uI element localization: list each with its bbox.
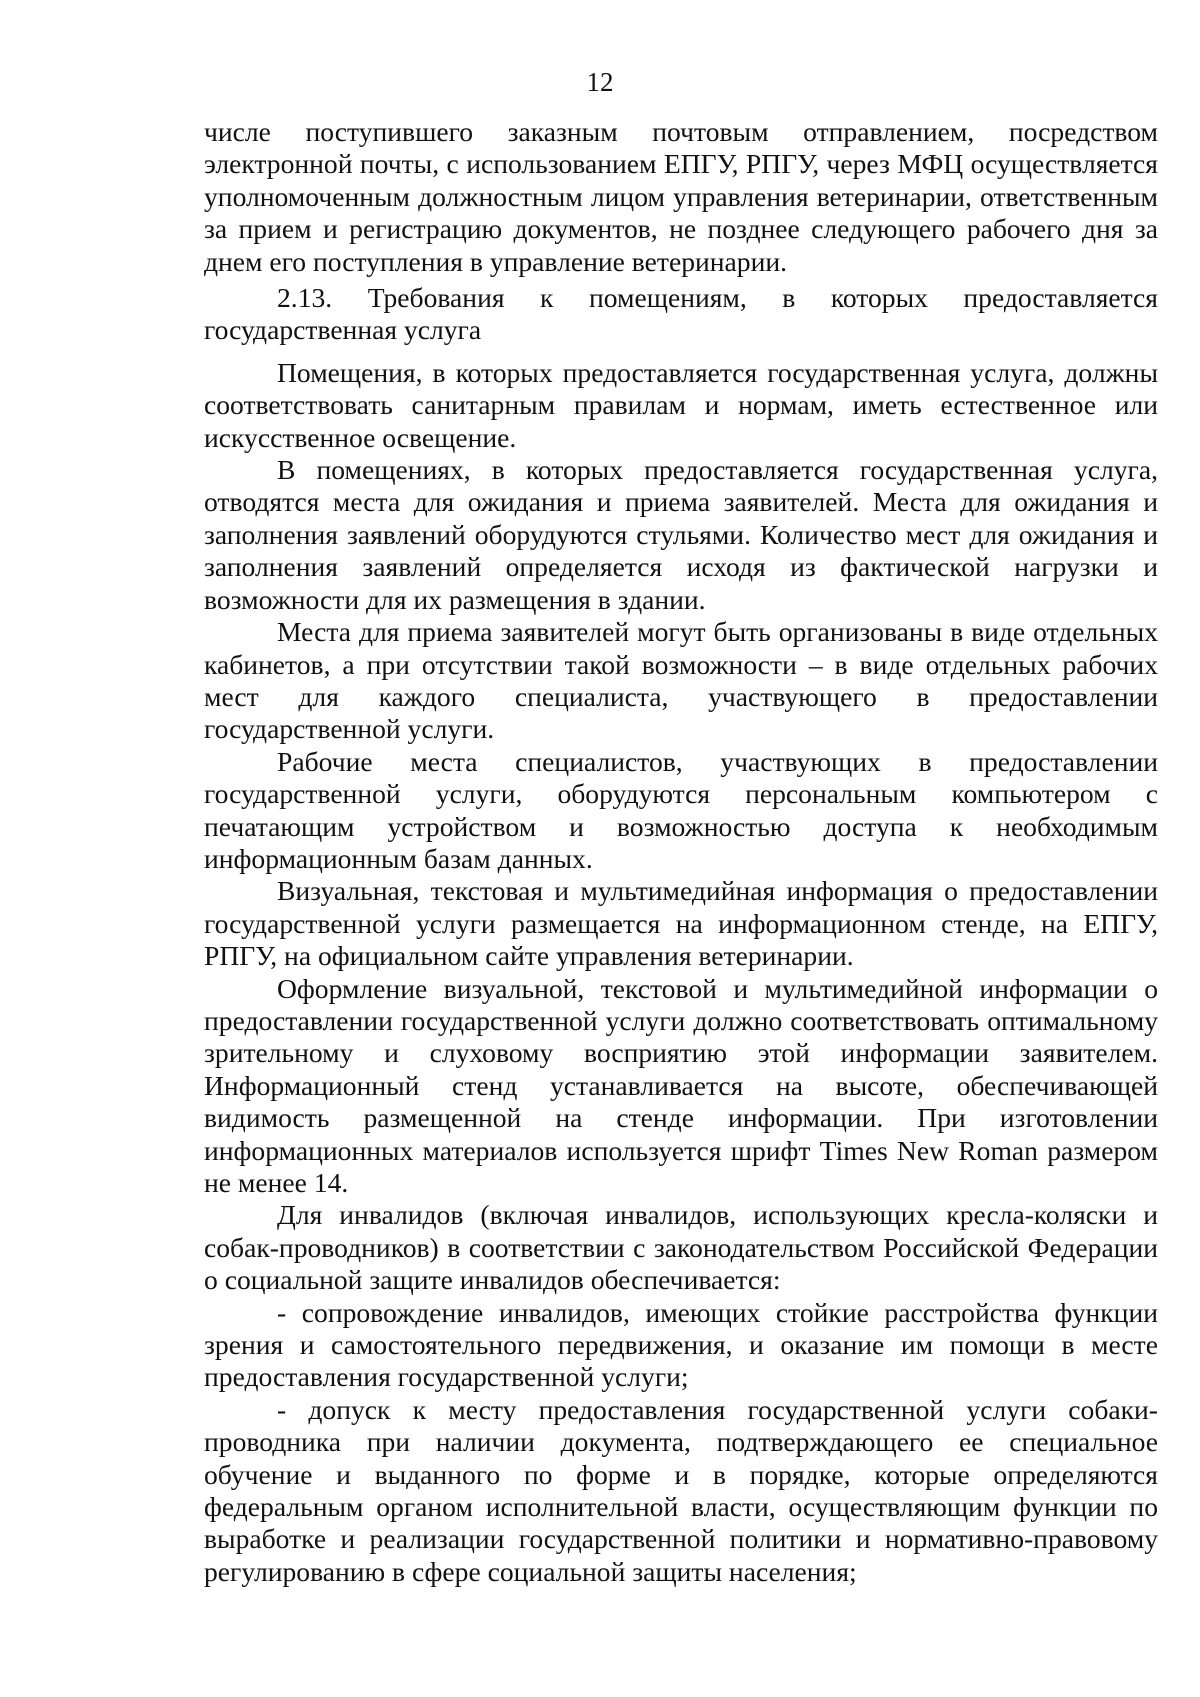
paragraph-reception-places: Места для приема заявителей могут быть организованы в виде отдельных кабинетов, а при отсутствии такой возможности – в виде отдельных рабочих мест для каждого специалиста, участвующего в предоставлении государственной услуги. xyxy=(204,616,1158,745)
paragraph-info-design: Оформление визуальной, текстовой и мультимедийной информации о предоставлении государственной услуги должно соответствовать оптимальному зрительному и слуховому восприятию этой информации заявителем. Информационный стенд устанавливается на высоте, обеспечивающей видимость размещенной на стенде информации. При изготовлении информационных материалов используется шрифт Times New Roman размером не менее 14. xyxy=(204,972,1158,1198)
paragraph-waiting-places: В помещениях, в которых предоставляется государственная услуга, отводятся места для ожидания и приема заявителей. Места для ожидания и заполнения заявлений оборудуются стульями. Количество мест для ожидания и заполнения заявлений определяется исходя из фактической нагрузки и возможности для их размещения в здании. xyxy=(204,454,1158,615)
list-item-escort: - сопровождение инвалидов, имеющих стойкие расстройства функции зрения и самостоятельного передвижения, и оказание им помощи в месте предоставления государственной услуги; xyxy=(204,1296,1158,1393)
page-number: 12 xyxy=(586,67,614,97)
paragraph-workplaces: Рабочие места специалистов, участвующих в предоставлении государственной услуги, оборудуются персональным компьютером с печатающим устройством и возможностью доступа к необходимым информационным базам данных. xyxy=(204,745,1158,874)
list-item-guide-dog: - допуск к месту предоставления государственной услуги собаки-проводника при наличии документа, подтверждающего ее специальное обучение и выданного по форме и в порядке, которые определяются федеральным органом исполнительной власти, осуществляющим функции по выработке и реализации государственной политики и нормативно-правовому регулированию в сфере социальной защиты населения; xyxy=(204,1393,1158,1587)
paragraph-disabled-access: Для инвалидов (включая инвалидов, использующих кресла-коляски и собак-проводников) в соответствии с законодательством Российской Федерации о социальной защите инвалидов обеспечивается: xyxy=(204,1199,1158,1296)
paragraph-visual-info: Визуальная, текстовая и мультимедийная информация о предоставлении государственной услуги размещается на информационном стенде, на ЕПГУ, РПГУ, на официальном сайте управления ветеринарии. xyxy=(204,875,1158,972)
paragraph-continuation: числе поступившего заказным почтовым отправлением, посредством электронной почты, с использованием ЕПГУ, РПГУ, через МФЦ осуществляется уполномоченным должностным лицом управления ветеринарии, ответственным за прием и регистрацию документов, не позднее следующего рабочего дня за днем его поступления в управление ветеринарии. xyxy=(204,116,1158,277)
section-heading-2-13: 2.13. Требования к помещениям, в которых предоставляется государственная услуга xyxy=(204,282,1158,346)
document-body xyxy=(204,116,1158,1588)
paragraph-premises: Помещения, в которых предоставляется государственная услуга, должны соответствовать санитарным правилам и нормам, иметь естественное или искусственное освещение. xyxy=(204,356,1158,453)
